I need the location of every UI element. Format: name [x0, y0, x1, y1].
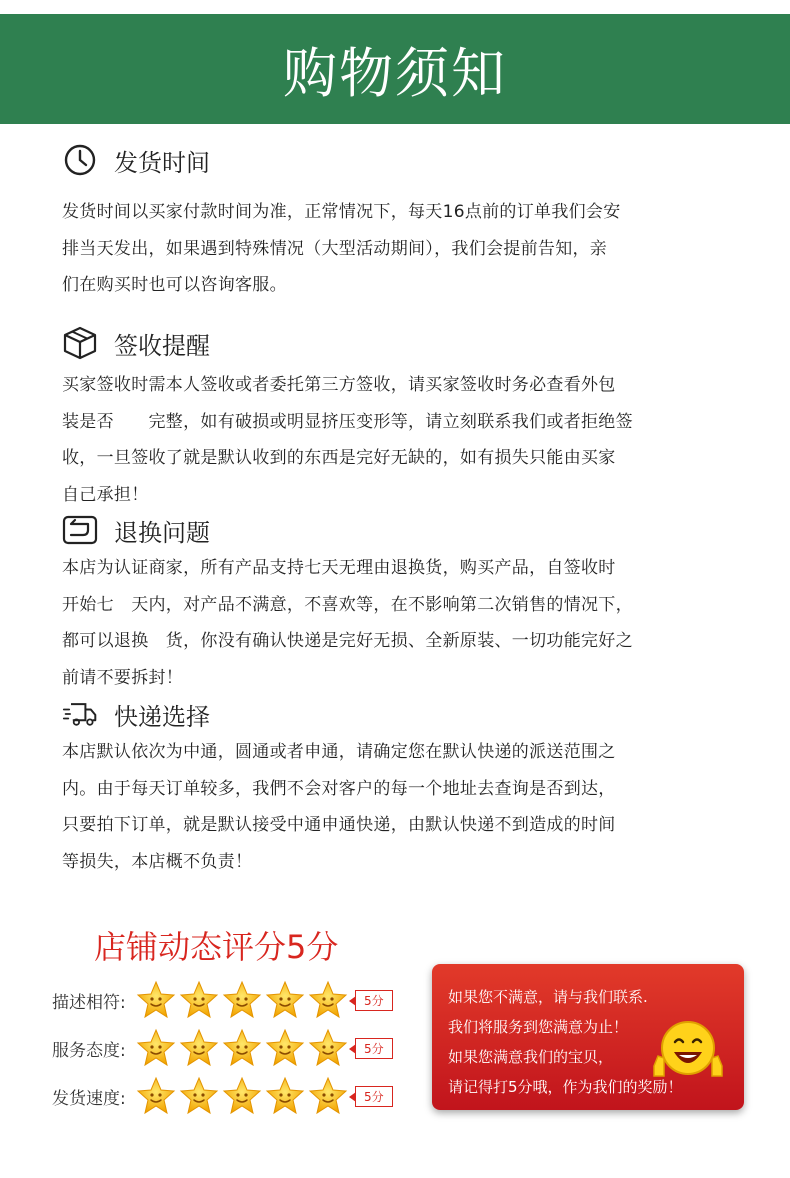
smiley-thumbs-up-icon — [648, 1012, 728, 1092]
section-shipping-time — [62, 140, 712, 304]
section-header — [62, 510, 712, 550]
rating-title: 店铺动态评分5分 — [94, 928, 339, 966]
star-icon — [136, 980, 176, 1020]
section-title: 快递选择 — [114, 702, 210, 731]
section-return-exchange — [62, 510, 712, 696]
rating-row-service — [52, 1026, 393, 1070]
feedback-line: 如果您满意我们的宝贝， — [448, 1048, 614, 1066]
section-text-line: 开始七 天内，对产品不满意，不喜欢等，在不影响第二次销售的情况下， — [62, 594, 633, 615]
star-icon — [308, 1076, 348, 1116]
star-icon — [136, 1028, 176, 1068]
feedback-line: 请记得打5分哦，作为我们的奖励！ — [448, 1078, 683, 1096]
rating-label: 服务态度: — [52, 1040, 126, 1061]
rating-label: 描述相符: — [52, 992, 126, 1013]
star-rating — [136, 1028, 351, 1068]
section-text-line: 本店默认依次为中通，圆通或者申通，请确定您在默认快递的派送范围之 — [62, 742, 616, 762]
star-icon — [222, 1076, 262, 1116]
section-title: 发货时间 — [114, 148, 210, 177]
section-courier-choice — [62, 694, 712, 880]
section-signing-reminder — [62, 323, 712, 513]
header-banner — [0, 14, 790, 124]
star-icon — [179, 1028, 219, 1068]
star-icon — [308, 980, 348, 1020]
section-text-line: 本店为认证商家，所有产品支持七天无理由退换货，购买产品，自签收时 — [62, 558, 616, 578]
section-text-line: 自己承担！ — [62, 484, 149, 505]
box-icon — [62, 325, 98, 361]
star-icon — [308, 1028, 348, 1068]
section-text-line: 都可以退换 货，你没有确认快递是完好无损、全新原装、一切功能完好之 — [62, 631, 633, 651]
feedback-line: 我们将服务到您满意为止！ — [448, 1018, 629, 1036]
score-badge: 5分 — [355, 1038, 393, 1059]
feedback-line: 如果您不满意，请与我们联系. — [448, 988, 648, 1006]
section-text-line: 们在购买时也可以咨询客服。 — [62, 275, 287, 295]
rating-row-description — [52, 978, 393, 1022]
star-icon — [222, 980, 262, 1020]
score-badge: 5分 — [355, 990, 393, 1011]
star-icon — [179, 980, 219, 1020]
feedback-card — [432, 964, 744, 1110]
star-icon — [265, 1028, 305, 1068]
section-title: 退换问题 — [114, 518, 210, 547]
section-header — [62, 140, 712, 180]
section-text-line: 装是否 完整，如有破损或明显挤压变形等，请立刻联系我们或者拒绝签 — [62, 411, 633, 432]
star-icon — [265, 980, 305, 1020]
section-text-line: 排当天发出，如果遇到特殊情况（大型活动期间），我们会提前告知，亲 — [62, 238, 608, 259]
section-header — [62, 694, 712, 734]
page-title: 购物须知 — [283, 41, 507, 105]
star-rating — [136, 980, 351, 1020]
star-icon — [179, 1076, 219, 1116]
star-rating — [136, 1076, 351, 1116]
section-text-line: 内。由于每天订单较多，我們不会对客户的每一个地址去查询是否到达， — [62, 778, 616, 799]
section-text-line: 只要拍下订单，就是默认接受中通申通快递，由默认快递不到造成的时间 — [62, 815, 616, 835]
section-text-line: 发货时间以买家付款时间为准，正常情况下，每天16点前的订单我们会安 — [62, 202, 621, 222]
star-icon — [136, 1076, 176, 1116]
delivery-truck-icon — [62, 696, 98, 732]
score-badge: 5分 — [355, 1086, 393, 1107]
return-icon — [62, 512, 98, 548]
rating-row-shipping-speed — [52, 1074, 393, 1118]
section-text-line: 买家签收时需本人签收或者委托第三方签收，请买家签收时务必查看外包 — [62, 375, 616, 395]
clock-icon — [62, 142, 98, 178]
section-text-line: 前请不要拆封！ — [62, 667, 184, 688]
section-header — [62, 323, 712, 363]
shop-rating-panel — [22, 900, 772, 1140]
section-text-line: 收，一旦签收了就是默认收到的东西是完好无缺的，如有损失只能由买家 — [62, 448, 616, 468]
section-title: 签收提醒 — [114, 331, 210, 360]
star-icon — [222, 1028, 262, 1068]
section-text-line: 等损失，本店概不负责！ — [62, 851, 253, 872]
rating-label: 发货速度: — [52, 1088, 126, 1109]
star-icon — [265, 1076, 305, 1116]
